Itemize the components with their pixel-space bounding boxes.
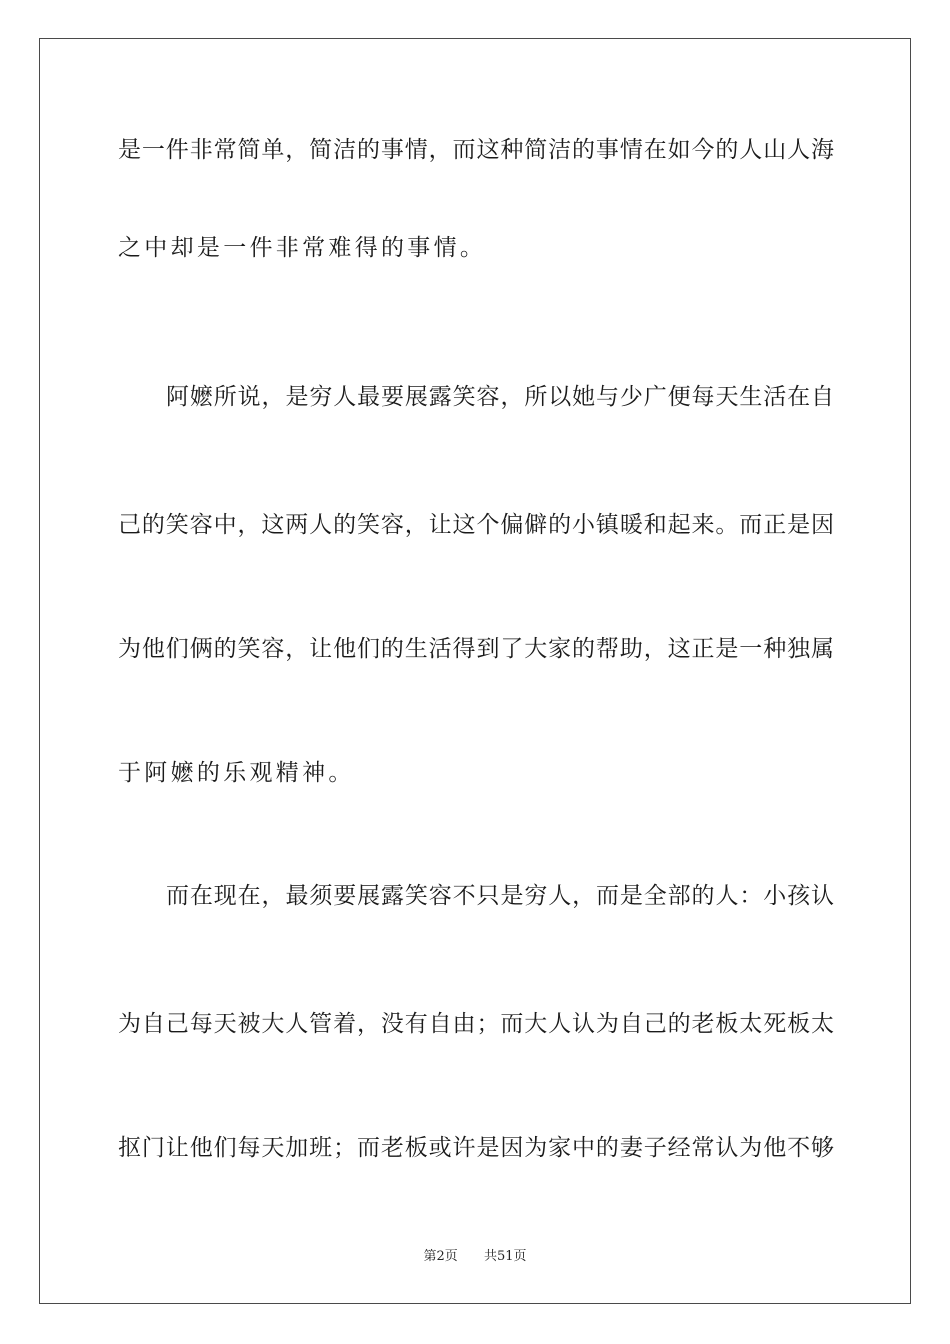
page-border [39,38,911,1304]
paragraph-line-8: 为自己每天被大人管着，没有自由；而大人认为自己的老板太死板太 [118,1011,834,1037]
paragraph-line-6: 于阿嬷的乐观精神。 [118,760,355,786]
page-total: 共51页 [484,1249,527,1264]
paragraph-line-9: 抠门让他们每天加班；而老板或许是因为家中的妻子经常认为他不够 [118,1135,834,1161]
paragraph-line-5: 为他们俩的笑容，让他们的生活得到了大家的帮助，这正是一种独属 [118,636,834,662]
page-footer [0,1245,950,1264]
paragraph-line-7: 而在现在，最须要展露笑容不只是穷人，而是全部的人：小孩认 [166,883,834,909]
paragraph-line-1: 是一件非常简单，简洁的事情，而这种简洁的事情在如今的人山人海 [118,137,834,163]
paragraph-line-4: 己的笑容中，这两人的笑容，让这个偏僻的小镇暖和起来。而正是因 [118,512,834,538]
paragraph-line-2: 之中却是一件非常难得的事情。 [118,235,487,261]
paragraph-line-3: 阿嬷所说，是穷人最要展露笑容，所以她与少广便每天生活在自 [166,384,834,410]
page-number: 第2页 [423,1249,458,1264]
